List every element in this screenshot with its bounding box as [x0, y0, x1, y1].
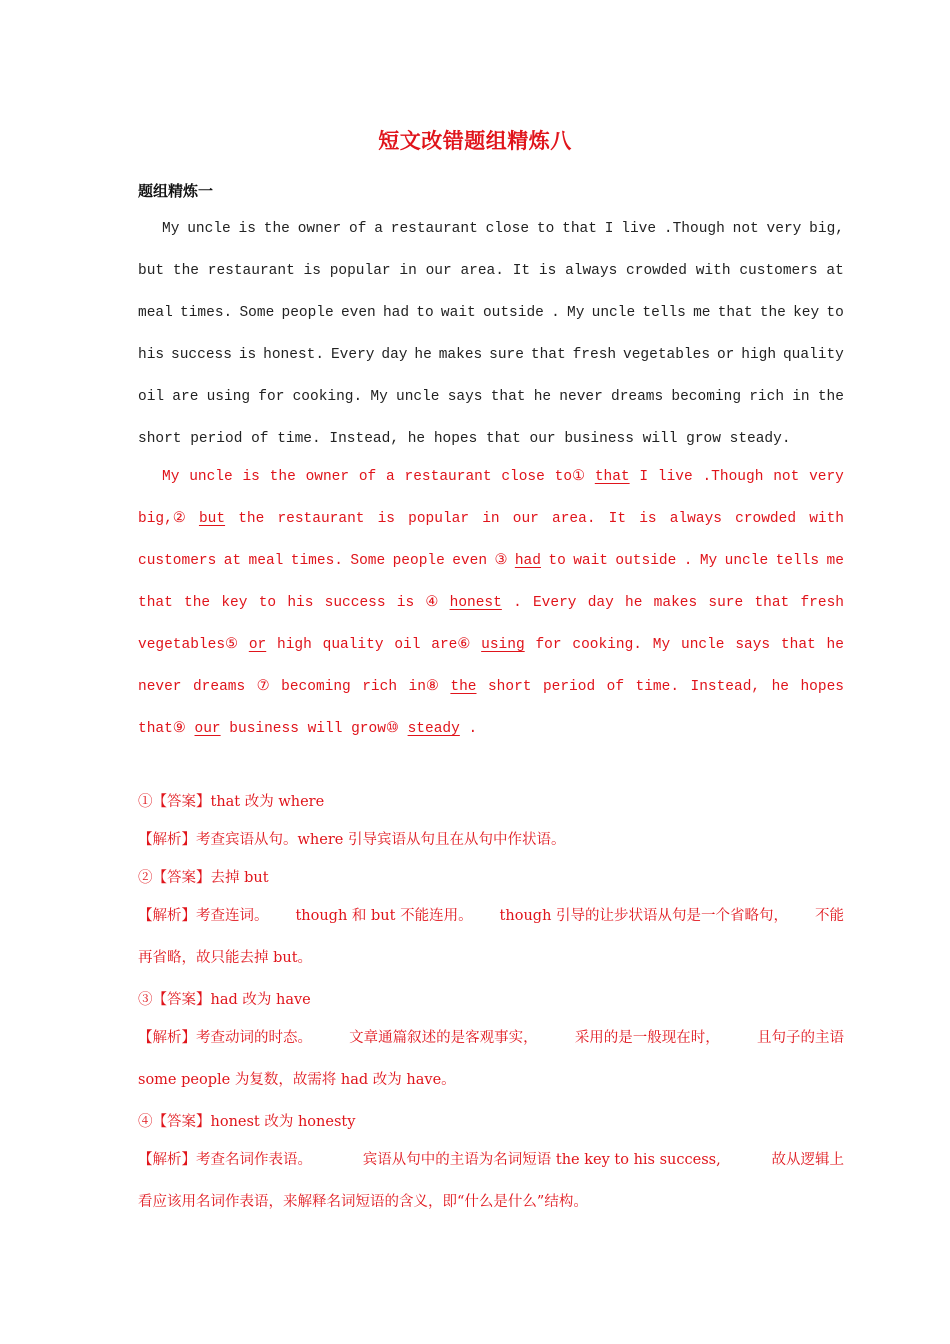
explanation-block: [138, 1026, 844, 1110]
explanation-block: [138, 1148, 844, 1232]
marked-word: the: [450, 679, 477, 695]
marked-word: steady: [407, 721, 460, 737]
passage-word: that: [717, 305, 753, 321]
passage-word: that: [490, 389, 526, 405]
passage-word: success: [324, 595, 386, 611]
passage-word: will: [307, 721, 343, 737]
passage-word: of: [358, 469, 377, 485]
passage-word: day: [587, 595, 614, 611]
passage-word: high: [277, 637, 312, 653]
passage-word: a: [374, 221, 383, 237]
explanation-line: 看应该用名词作表语，来解释名词短语的含义，即“什么是什么”结构。: [138, 1194, 588, 1210]
answer-line: ④【答案】honest 改为 honesty: [138, 1114, 356, 1130]
passage-word: crowded: [626, 263, 687, 279]
passage-word: big,: [809, 221, 844, 237]
passage-word: never: [138, 679, 182, 695]
passage-word: It: [512, 263, 531, 279]
marked-word: honest: [449, 595, 502, 611]
passage-word: in: [482, 511, 500, 527]
passage-word: Some: [350, 553, 386, 569]
passage-word: outside: [482, 305, 544, 321]
passage-word: day: [381, 347, 408, 363]
answers-section: [138, 790, 844, 1232]
passage-word: outside: [615, 553, 677, 569]
passage-word: the: [238, 511, 265, 527]
passage-word: at: [826, 263, 844, 279]
passage-word: that: [754, 595, 790, 611]
passage-word: .: [513, 595, 522, 611]
passage-word: meal: [138, 305, 173, 321]
passage-word: sure: [489, 347, 524, 363]
explanation-line: 【解析】考查宾语从句。where 引导宾语从句且在从句中作状语。: [138, 832, 566, 848]
passage-word: My: [699, 553, 718, 569]
passage-word: restaurant: [404, 469, 492, 485]
passage-word: .: [551, 305, 560, 321]
passage-word: cooking.: [572, 637, 642, 653]
marked-word: that: [594, 469, 630, 485]
passage-word: is: [303, 263, 321, 279]
passage-word: live: [621, 221, 657, 237]
passage-word: business: [229, 721, 299, 737]
passage-word: restaurant: [207, 263, 295, 279]
passage-word: big,②: [138, 511, 186, 527]
passage-word: uncle: [591, 305, 636, 321]
passage-word: is: [242, 469, 260, 485]
answer-line: ①【答案】that 改为 where: [138, 794, 325, 810]
passage-word: wait: [440, 305, 476, 321]
passage-word: fresh: [572, 347, 617, 363]
passage-word: for: [535, 637, 562, 653]
passage-word: live: [657, 469, 693, 485]
marked-word: using: [481, 637, 525, 653]
passage-word: fresh: [800, 595, 844, 611]
passage-word: our: [512, 511, 539, 527]
passage-word: our: [425, 263, 452, 279]
passage-word: area.: [552, 511, 596, 527]
passage-word: business: [564, 431, 634, 447]
corrected-line: [138, 551, 844, 593]
passage-word: uncle: [681, 637, 725, 653]
passage-word: My: [162, 221, 180, 237]
passage-word: the: [172, 263, 199, 279]
passage-word: period: [190, 431, 243, 447]
passage-word: even: [452, 553, 488, 569]
marked-word: or: [248, 637, 267, 653]
passage-word: restaurant: [277, 511, 365, 527]
passage-word: customers: [138, 553, 217, 569]
passage-word: to: [536, 221, 555, 237]
passage-word: .: [468, 721, 478, 737]
passage-word: key: [221, 595, 248, 611]
passage-word: will: [642, 431, 678, 447]
passage-word: time.: [635, 679, 680, 695]
passage-word: owner: [297, 221, 342, 237]
passage-word: the: [269, 469, 296, 485]
passage-word: he: [826, 637, 844, 653]
passage-word: that: [562, 221, 597, 237]
passage-word: Some: [239, 305, 275, 321]
passage-word: me: [693, 305, 711, 321]
passage-word: is: [538, 263, 557, 279]
passage-word: our: [529, 431, 556, 447]
passage-word: is: [238, 221, 256, 237]
passage-word: My: [162, 469, 180, 485]
passage-word: not: [732, 221, 759, 237]
passage-word: popular: [408, 511, 470, 527]
passage-word: his: [287, 595, 314, 611]
passage-word: says: [447, 389, 483, 405]
marked-word: but: [198, 511, 226, 527]
marked-word: our: [194, 721, 221, 737]
passage-word: cooking.: [292, 389, 363, 405]
passage-word: success: [171, 347, 232, 363]
passage-word: restaurant: [390, 221, 478, 237]
passage-word: oil: [138, 389, 165, 405]
passage-word: always: [565, 263, 618, 279]
passage-word: people: [392, 553, 445, 569]
passage-word: very: [766, 221, 802, 237]
passage-word: with: [695, 263, 731, 279]
passage-word: had: [382, 305, 410, 321]
passage-word: at: [223, 553, 242, 569]
passage-word: for: [258, 389, 285, 405]
passage-word: becoming: [281, 679, 351, 695]
page-title: 短文改错题组精炼八: [378, 129, 572, 153]
passage-word: honest.: [263, 347, 325, 363]
passage-word: he: [771, 679, 789, 695]
passage-word: uncle: [396, 389, 440, 405]
passage-word: in⑧: [408, 679, 439, 695]
passage-line: [138, 303, 844, 345]
passage-word: tells: [775, 553, 820, 569]
passage-word: says: [735, 637, 771, 653]
passage-word: times.: [290, 553, 343, 569]
marked-word: had: [514, 553, 541, 569]
passage-word: grow⑩: [351, 721, 399, 737]
passage-word: the: [263, 221, 290, 237]
passage-word: the: [759, 305, 786, 321]
passage-word: is: [377, 511, 396, 527]
passage-word: popular: [329, 263, 391, 279]
passage-word: sure: [708, 595, 744, 611]
passage-line: [138, 261, 844, 303]
passage-word: or: [716, 347, 735, 363]
passage-word: he: [625, 595, 643, 611]
passage-word: area.: [460, 263, 504, 279]
section-heading: 题组精炼一: [138, 182, 214, 200]
answer-line: ③【答案】had 改为 have: [138, 992, 311, 1008]
passage-word: that: [486, 431, 521, 447]
passage-word: very: [809, 469, 844, 485]
explanation-line: 【解析】考查名词作表语。 宾语从句中的主语为名词短语 the key to his success, 故从逻辑上: [138, 1152, 844, 1168]
passage-word: of: [251, 431, 269, 447]
passage-word: Instead,: [329, 431, 400, 447]
passage-word: Every: [330, 347, 375, 363]
passage-word: using: [206, 389, 251, 405]
corrected-line: [138, 467, 844, 509]
passage-word: becoming: [671, 389, 742, 405]
passage-word: crowded: [735, 511, 797, 527]
passage-word: the: [817, 389, 844, 405]
passage-word: .Though: [702, 469, 764, 485]
passage-word: that: [530, 347, 566, 363]
passage-word: steady.: [729, 431, 791, 447]
passage-word: is: [238, 347, 257, 363]
corrected-line: [138, 593, 844, 635]
corrected-line: [138, 635, 844, 677]
passage-word: close: [501, 469, 545, 485]
passage-word: rich: [362, 679, 398, 695]
passage-word: me: [826, 553, 844, 569]
passage-word: makes: [438, 347, 483, 363]
passage-word: My: [370, 389, 388, 405]
passage-word: tells: [642, 305, 686, 321]
passage-word: not: [773, 469, 800, 485]
passage-word: grow: [686, 431, 721, 447]
passage-word: are⑥: [431, 637, 471, 653]
passage-word: I: [639, 469, 649, 485]
passage-word: .Though: [663, 221, 725, 237]
explanation-line: 再省略，故只能去掉 but。: [138, 950, 313, 966]
passage-word: times.: [180, 305, 233, 321]
passage-word: but: [138, 263, 165, 279]
passage-word: dreams: [611, 389, 664, 405]
corrected-line: [138, 677, 844, 719]
passage-word: to①: [554, 469, 586, 485]
passage-word: in: [792, 389, 810, 405]
passage-line: [138, 219, 844, 261]
passage-word: oil: [394, 637, 421, 653]
passage-word: uncle: [189, 469, 233, 485]
passage-word: owner: [305, 469, 350, 485]
passage-word: Instead,: [690, 679, 761, 695]
passage-word: uncle: [724, 553, 769, 569]
passage-word: that: [780, 637, 816, 653]
passage-word: a: [386, 469, 395, 485]
passage-word: period: [542, 679, 596, 695]
explanation-line: 【解析】考查连词。 though 和 but 不能连用。 though 引导的让步状语从句是一个省略句， 不能: [138, 908, 844, 924]
passage-word: to: [826, 305, 844, 321]
passage-word: hopes: [433, 431, 478, 447]
passage-word: ④: [425, 595, 439, 611]
passage-word: customers: [739, 263, 818, 279]
passage-word: short: [487, 679, 532, 695]
passage-word: quality: [782, 347, 844, 363]
passage-word: high: [741, 347, 777, 363]
passage-word: Every: [532, 595, 577, 611]
passage-word: vegetables: [623, 347, 711, 363]
passage-word: of: [606, 679, 625, 695]
passage-word: uncle: [187, 221, 231, 237]
passage-word: in: [399, 263, 417, 279]
passage-word: to: [258, 595, 277, 611]
passage-word: to: [548, 553, 566, 569]
passage-word: .: [683, 553, 693, 569]
passage-word: My: [652, 637, 671, 653]
passage-word: with: [809, 511, 844, 527]
passage-word: My: [567, 305, 585, 321]
passage-word: he: [407, 431, 426, 447]
passage-word: quality: [322, 637, 384, 653]
passage-line: [138, 345, 844, 387]
passage-word: short: [138, 431, 182, 447]
passage-word: are: [172, 389, 199, 405]
original-passage: [138, 219, 844, 471]
explanation-line: 【解析】考查动词的时态。 文章通篇叙述的是客观事实， 采用的是一般现在时， 且句子的主语: [138, 1030, 844, 1046]
passage-word: meal: [248, 553, 284, 569]
passage-word: dreams: [192, 679, 246, 695]
passage-word: of: [349, 221, 367, 237]
passage-word: vegetables⑤: [138, 637, 239, 653]
passage-word: the: [184, 595, 211, 611]
passage-word: he: [533, 389, 552, 405]
passage-word: never: [559, 389, 603, 405]
passage-word: to: [416, 305, 434, 321]
explanation-line: some people 为复数，故需将 had 改为 have。: [138, 1072, 456, 1088]
corrected-line: [138, 509, 844, 551]
passage-word: rich: [749, 389, 785, 405]
explanation-block: [138, 904, 844, 988]
passage-word: hopes: [800, 679, 844, 695]
passage-word: time.: [277, 431, 321, 447]
passage-word: he: [414, 347, 432, 363]
passage-word: key: [793, 305, 820, 321]
passage-word: I: [604, 221, 614, 237]
passage-word: wait: [573, 553, 608, 569]
passage-word: that⑨: [138, 721, 186, 737]
passage-word: close: [485, 221, 530, 237]
passage-word: It: [608, 511, 627, 527]
passage-word: is: [639, 511, 657, 527]
answer-line: ②【答案】去掉 but: [138, 870, 269, 886]
corrected-passage: [138, 467, 844, 761]
passage-line: [138, 429, 844, 471]
passage-word: makes: [653, 595, 698, 611]
passage-word: that: [138, 595, 173, 611]
passage-word: ⑦: [256, 679, 270, 695]
passage-word: even: [340, 305, 376, 321]
corrected-line: [138, 719, 844, 761]
passage-word: people: [281, 305, 334, 321]
passage-word: is: [396, 595, 415, 611]
passage-word: ③: [494, 553, 508, 569]
passage-word: always: [669, 511, 722, 527]
passage-line: [138, 387, 844, 429]
passage-word: his: [138, 347, 165, 363]
